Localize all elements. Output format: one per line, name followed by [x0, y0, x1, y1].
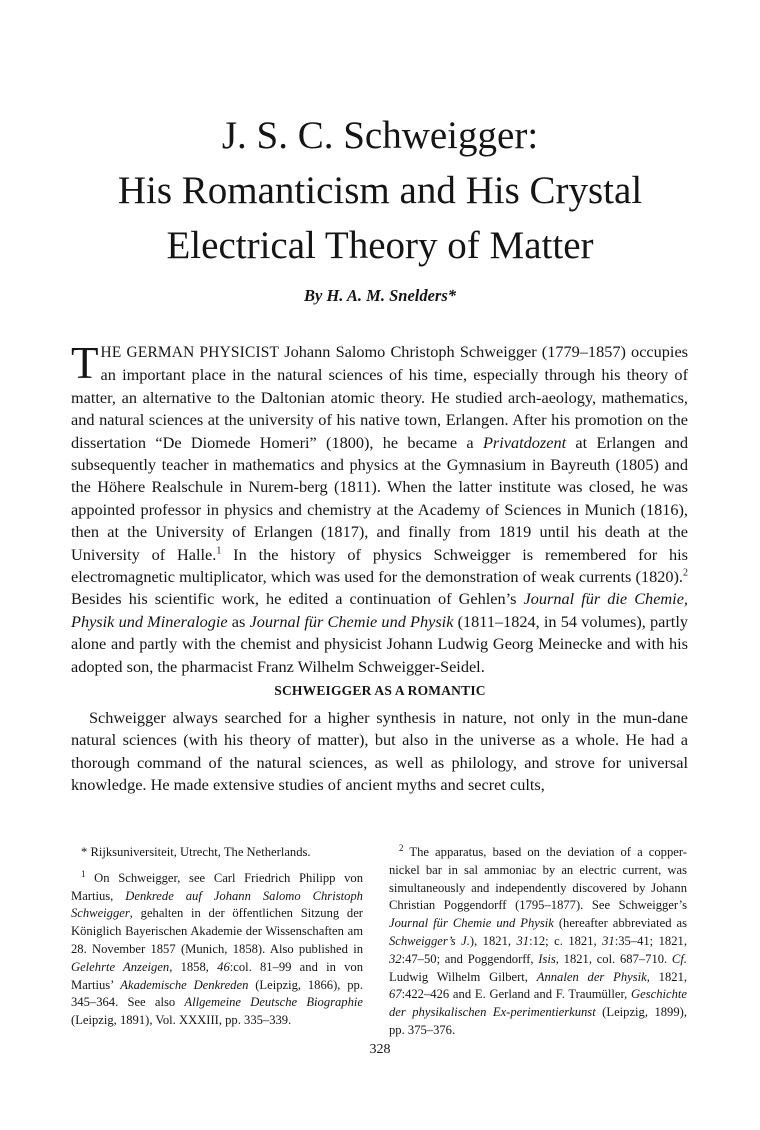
footnote-text: (Leipzig, 1866), pp. 345–364. See also — [71, 977, 363, 1010]
footnote-italic: Isis — [538, 951, 556, 966]
footnote-text: (Leipzig, 1891), Vol. XXXIII, pp. 335–339. — [71, 1013, 292, 1028]
section-heading: SCHWEIGGER AS A ROMANTIC — [274, 683, 486, 698]
footnote-2 — [389, 844, 687, 1040]
article-title-line-3: Electrical Theory of Matter — [166, 224, 594, 267]
footnote-italic: Denkrede auf Johann Salomo Christoph Schweigger — [71, 888, 363, 921]
drop-cap: T — [71, 338, 99, 388]
intro-text: Johann Salomo Christoph Schweigger (1779–1857) occupies an important place in the natural sciences of his time, especially through his theory of matter, an alternative to the Daltonian atomic theory. He studied arch-aeology, mathematics, and natural sciences at the university of his native town, Erlangen. After his promotion on the dissertation “De Diomede Homeri” (1800), he became a — [71, 342, 689, 452]
intro-text: at Erlangen and subsequently teacher in mathematics and physics at the Gymnasium in Bayreuth (1805) and the Höhere Realschule in Nurem-berg (1811). When the latter institute was closed, he was appointed professor in physics and chemistry at the Academy of Sciences in Munich (1816), then at the University of Erlangen (1817), and finally from 1819 until his death at the University of Halle. — [71, 432, 689, 564]
intro-text: (1811–1824, in 54 volumes), partly alone and partly with the chemist and physicist Johann Ludwig Georg Meinecke and with his adopted son, the pharmacist Franz Wilhelm Schweigger-Seidel. — [71, 611, 688, 676]
footnote-italic: Annalen der Physik — [536, 969, 647, 984]
footnote-text: :47–50; and Poggendorff, — [401, 951, 539, 966]
footnote-text: :422–426 and E. Gerland and F. Traumüller, — [401, 987, 632, 1002]
footnote-italic: Journal für Chemie und Physik — [389, 916, 554, 931]
footnote-text: :12; c. 1821, — [529, 933, 603, 948]
footnote-ref-1[interactable]: 1 — [216, 545, 222, 557]
footnotes-right-column — [389, 844, 687, 1048]
footnote-italic: Akademische Denkreden — [120, 977, 249, 992]
italic-term: Privatdozent — [482, 432, 567, 452]
author-byline: By H. A. M. Snelders* — [303, 286, 457, 305]
footnote-italic: 67 — [389, 987, 402, 1002]
article-title-line-2: His Romanticism and His Crystal — [117, 169, 643, 212]
footnote-text: , 1821, col. 687–710. — [555, 951, 672, 966]
footnote-italic: 32 — [389, 951, 402, 966]
footnote-italic: Gelehrte Anzeigen — [71, 959, 170, 974]
intro-text: as — [227, 611, 250, 631]
footnotes-left-column — [71, 844, 363, 1038]
footnote-italic: 31 — [516, 933, 530, 948]
footnote-italic: 46 — [217, 959, 230, 974]
footnote-text: , 1821, — [646, 969, 688, 984]
footnote-italic: Schweigger’s J. — [389, 933, 470, 948]
footnote-italic: Cf. — [671, 951, 687, 966]
intro-text: Besides his scientific work, he edited a continuation of Gehlen’s — [71, 589, 524, 609]
footnote-text: :35–41; 1821, — [614, 933, 687, 948]
small-caps-lead: HE GERMAN PHYSICIST — [100, 344, 280, 361]
footnote-text: On Schweigger, see Carl Friedrich Philipp von Martius, — [71, 870, 363, 903]
footnote-text: :col. 81–99 and in von Martius’ — [71, 959, 363, 992]
footnote-mark: 2 — [399, 842, 404, 853]
intro-paragraph — [71, 338, 689, 678]
page-number: 328 — [369, 1042, 391, 1057]
footnote-text: ), 1821, — [469, 933, 517, 948]
italic-journal-title: Journal für die Chemie, Physik und Mineralogie — [71, 589, 688, 631]
footnote-italic: Allgemeine Deutsche Biographie — [184, 995, 363, 1010]
footnote-text: (hereafter abbreviated as — [553, 916, 687, 931]
section-paragraph: Schweigger always searched for a higher synthesis in nature, not only in the mun-dane natural sciences (with his theory of matter), but also in the universe as a whole. He had a thorough command of the natural sciences, as well as philology, and strove for universal knowledge. He made extensive studies of ancient myths and secret cults, — [71, 708, 688, 795]
footnote-text: , 1858, — [169, 959, 218, 974]
footnote-affiliation: * Rijksuniversiteit, Utrecht, The Netherlands. — [81, 845, 311, 859]
footnote-text: The apparatus, based on the deviation of a copper-nickel bar in sal ammoniac by an electric current, was simultaneously and independently discovered by Johann Christian Poggendorff (1795–1877). See Schweigger’s — [389, 845, 687, 913]
footnote-italic: 31 — [602, 933, 615, 948]
footnote-1 — [71, 870, 363, 1030]
footnote-text: Ludwig Wilhelm Gilbert, — [389, 969, 537, 984]
article-title-line-1: J. S. C. Schweigger: — [221, 114, 539, 157]
footnote-mark: 1 — [81, 868, 86, 879]
intro-text: In the history of physics Schweigger is remembered for his electromagnetic multiplicator, which was used for the demonstration of weak currents (1820). — [71, 544, 688, 587]
footnote-text: (Leipzig, 1899), pp. 375–376. — [389, 1005, 687, 1037]
italic-journal-title: Journal für Chemie und Physik — [249, 611, 454, 631]
footnote-italic: Geschichte der physikalischen Ex-perimentierkunst — [389, 987, 687, 1020]
footnote-text: , gehalten in der öffentlichen Sitzung der Königlich Bayerischen Akademie der Wissenschaften am 28. November 1857 (Munich, 1858). Also published in — [71, 906, 363, 956]
footnote-ref-2[interactable]: 2 — [683, 567, 688, 579]
